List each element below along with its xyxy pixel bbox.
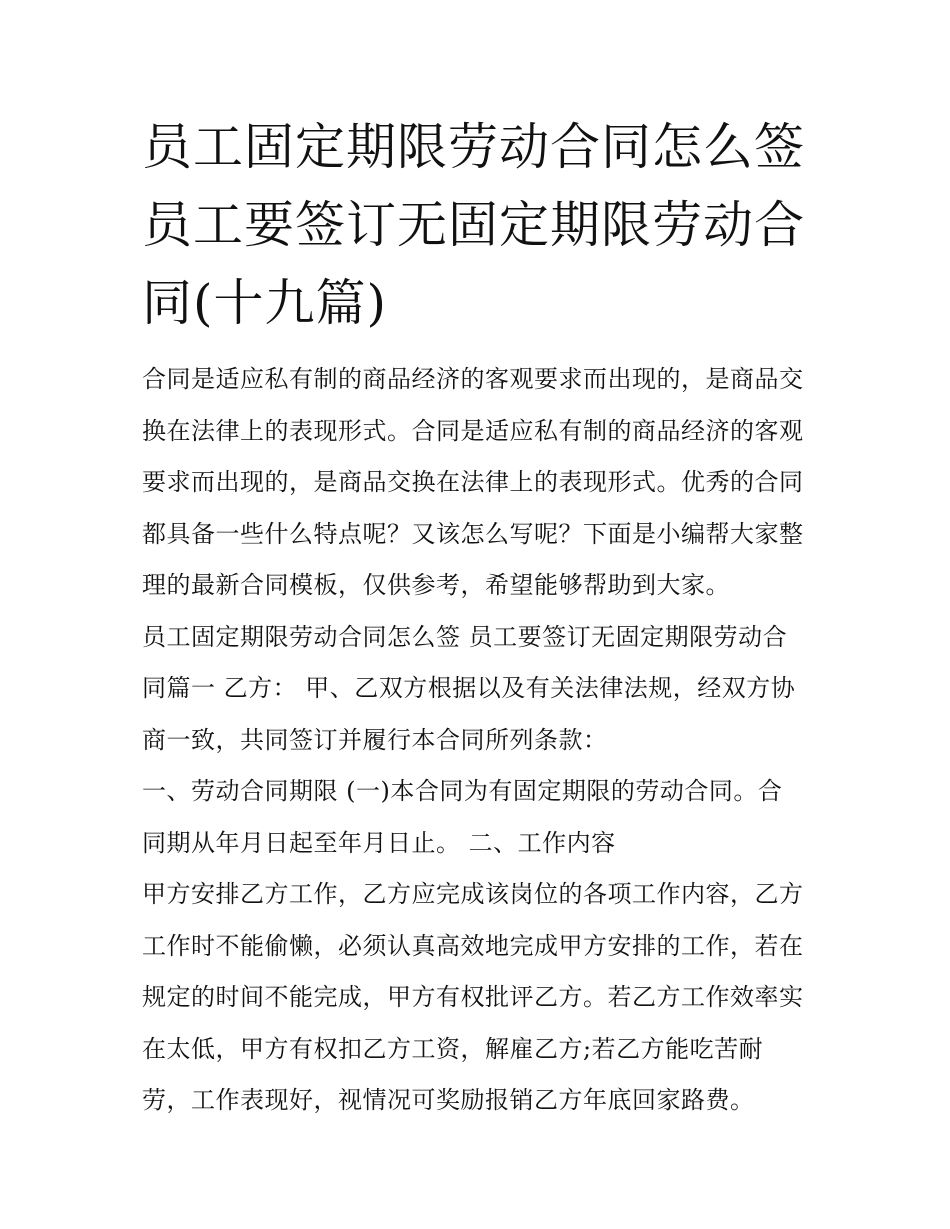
- body-line: 劳，工作表现好，视情况可奖励报销乙方年底回家路费。: [142, 1086, 755, 1114]
- document-body: [142, 354, 822, 1127]
- body-line: 要求而出现的，是商品交换在法律上的表现形式。优秀的合同: [142, 468, 804, 496]
- body-line: 商一致，共同签订并履行本合同所列条款：: [142, 725, 608, 754]
- body-line: 都具备一些什么特点呢？又该怎么写呢？下面是小编帮大家整: [142, 519, 804, 548]
- title-line: 同(十九篇): [142, 274, 388, 332]
- body-line: 换在法律上的表现形式。合同是适应私有制的商品经济的客观: [142, 416, 804, 445]
- body-line: 在太低，甲方有权扣乙方工资，解雇乙方;若乙方能吃苦耐: [142, 1034, 764, 1063]
- body-line: 规定的时间不能完成，甲方有权批评乙方。若乙方工作效率实: [142, 983, 804, 1011]
- body-line: 甲方安排乙方工作，乙方应完成该岗位的各项工作内容，乙方: [142, 880, 804, 908]
- body-line: 理的最新合同模板，仅供参考，希望能够帮助到大家。: [142, 571, 730, 599]
- body-line: 同期从年月日起至年月日止。 二、工作内容: [142, 828, 616, 857]
- body-line: 一、劳动合同期限 (一)本合同为有固定期限的劳动合同。合: [142, 777, 783, 805]
- body-line: 工作时不能偷懒，必须认真高效地完成甲方安排的工作，若在: [142, 931, 804, 960]
- body-line: 同篇一 乙方： 甲、乙双方根据以及有关法律法规，经双方协: [142, 674, 796, 702]
- title-line: 员工固定期限劳动合同怎么签: [142, 118, 805, 176]
- title-line: 员工要签订无固定期限劳动合: [142, 196, 805, 254]
- document-title: [142, 108, 822, 342]
- body-line: 合同是适应私有制的商品经济的客观要求而出现的，是商品交: [142, 365, 804, 393]
- body-line: 员工固定期限劳动合同怎么签 员工要签订无固定期限劳动合: [142, 622, 788, 651]
- document-page: [142, 108, 822, 1127]
